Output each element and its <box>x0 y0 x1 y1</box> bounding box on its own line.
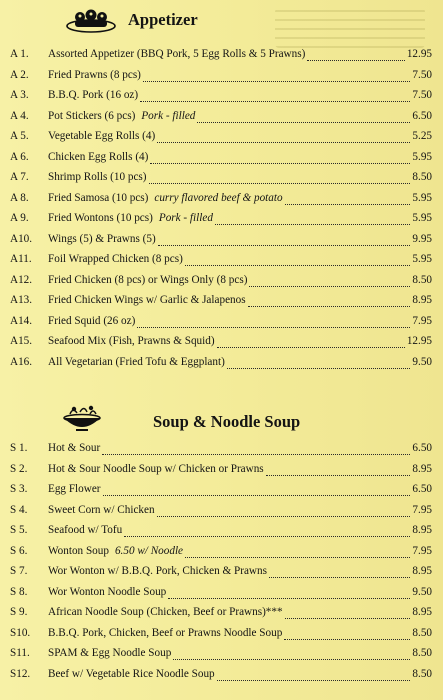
item-price: 9.50 <box>412 355 432 368</box>
item-price: 5.95 <box>412 253 432 265</box>
dot-leader <box>103 494 410 496</box>
item-name: Seafood Mix (Fish, Prawns & Squid) <box>48 335 215 347</box>
item-code: A 7. <box>10 171 29 183</box>
item-price: 7.95 <box>412 314 432 327</box>
dot-leader <box>168 597 410 599</box>
item-name: Hot & Sour <box>48 442 101 454</box>
item-note: curry flavored beef & potato <box>154 191 283 204</box>
item-price: 9.95 <box>412 232 432 245</box>
item-code: A12. <box>10 273 33 286</box>
dot-leader <box>269 576 410 578</box>
dot-leader <box>143 80 410 82</box>
dot-leader <box>249 285 410 287</box>
dot-leader <box>157 515 410 517</box>
item-name: Pot Stickers (6 pcs) <box>48 109 136 122</box>
item-code: A 5. <box>10 130 29 142</box>
item-price: 9.50 <box>412 585 432 598</box>
item-price: 12.95 <box>406 48 432 60</box>
dot-leader <box>149 182 410 184</box>
dot-leader <box>124 535 410 537</box>
dot-leader <box>157 141 410 143</box>
menu-item-row <box>0 335 443 356</box>
item-code: A 6. <box>10 150 29 163</box>
item-name: Fried Prawns (8 pcs) <box>48 68 141 81</box>
item-code: S 2. <box>10 462 28 475</box>
dot-leader <box>140 100 410 102</box>
item-description <box>48 315 135 327</box>
item-price: 7.95 <box>412 503 432 516</box>
item-code: A13. <box>10 294 33 306</box>
item-description <box>48 483 101 495</box>
item-price: 5.95 <box>412 212 432 224</box>
item-code: A11. <box>10 253 32 265</box>
item-code: S11. <box>10 647 30 659</box>
menu-item-row <box>0 504 443 525</box>
item-code: A 8. <box>10 191 29 204</box>
item-name: Fried Samosa (10 pcs) <box>48 191 149 204</box>
item-description <box>48 524 122 536</box>
item-price: 8.95 <box>412 462 432 475</box>
menu-item-row <box>0 463 443 484</box>
menu-item-row <box>0 442 443 463</box>
dot-leader <box>217 346 405 348</box>
item-code: A15. <box>10 335 33 347</box>
item-name: Fried Chicken (8 pcs) or Wings Only (8 pcs) <box>48 273 248 286</box>
item-price: 7.50 <box>412 68 432 81</box>
item-name: Chicken Egg Rolls (4) <box>48 150 149 163</box>
item-code: A 3. <box>10 89 29 101</box>
item-code: S10. <box>10 626 31 639</box>
soup-header <box>0 404 443 434</box>
figures-icon <box>64 6 118 34</box>
dot-leader <box>284 638 410 640</box>
item-description <box>48 130 155 142</box>
dot-leader <box>307 59 405 61</box>
item-name: B.B.Q. Pork, Chicken, Beef or Prawns Noodle Soup <box>48 626 283 639</box>
item-description <box>48 545 183 557</box>
soup-list <box>0 442 443 688</box>
menu-item-row <box>0 606 443 627</box>
menu-item-row <box>0 565 443 586</box>
menu-item-row <box>0 151 443 172</box>
item-description <box>48 504 155 516</box>
item-name: B.B.Q. Pork (16 oz) <box>48 89 139 101</box>
menu-item-row <box>0 524 443 545</box>
item-code: A 1. <box>10 48 29 60</box>
menu-item-row <box>0 110 443 131</box>
item-code: A10. <box>10 232 33 245</box>
item-price: 8.95 <box>412 294 432 306</box>
menu-item-row <box>0 171 443 192</box>
item-description <box>48 171 147 183</box>
dot-leader <box>158 244 410 246</box>
dot-leader <box>137 326 410 328</box>
item-name: Wor Wonton w/ B.B.Q. Pork, Chicken & Prawns <box>48 565 267 577</box>
menu-item-row <box>0 69 443 90</box>
item-description <box>48 69 141 81</box>
menu-item-row <box>0 483 443 504</box>
dot-leader <box>227 367 410 369</box>
item-description <box>48 89 138 101</box>
item-description <box>48 274 247 286</box>
item-code: A16. <box>10 355 33 368</box>
item-description <box>48 110 195 122</box>
item-name: Beef w/ Vegetable Rice Noodle Soup <box>48 667 215 680</box>
item-price: 8.95 <box>412 606 432 618</box>
item-description <box>48 335 215 347</box>
item-code: S 8. <box>10 585 28 598</box>
item-code: S 3. <box>10 483 28 495</box>
menu-item-row <box>0 253 443 274</box>
item-price: 8.50 <box>412 626 432 639</box>
item-price: 8.95 <box>412 524 432 536</box>
item-description <box>48 48 305 60</box>
item-name: Egg Flower <box>48 483 101 495</box>
item-price: 5.95 <box>412 191 432 204</box>
menu-item-row <box>0 315 443 336</box>
item-code: S 7. <box>10 565 28 577</box>
item-description <box>48 606 283 618</box>
item-name: Assorted Appetizer (BBQ Pork, 5 Egg Rolls & 5 Prawns) <box>48 48 306 60</box>
item-description <box>48 463 264 475</box>
item-code: S12. <box>10 667 31 680</box>
item-name: African Noodle Soup (Chicken, Beef or Prawns)*** <box>48 606 283 618</box>
item-name: Shrimp Rolls (10 pcs) <box>48 171 147 183</box>
appetizer-list <box>0 48 443 376</box>
item-name: Wonton Soup <box>48 544 109 557</box>
menu-item-row <box>0 627 443 648</box>
item-price: 5.25 <box>412 130 432 142</box>
item-description <box>48 212 213 224</box>
item-name: Seafood w/ Tofu <box>48 524 123 536</box>
item-price: 6.50 <box>412 483 432 495</box>
dot-leader <box>285 617 410 619</box>
item-code: S 5. <box>10 524 28 536</box>
item-description <box>48 647 171 659</box>
menu-item-row <box>0 647 443 668</box>
menu-item-row <box>0 48 443 69</box>
item-code: A14. <box>10 314 33 327</box>
item-description <box>48 627 282 639</box>
item-price: 6.50 <box>412 442 432 454</box>
item-note: Pork - filled <box>141 109 196 122</box>
dot-leader <box>266 474 410 476</box>
item-name: Hot & Sour Noodle Soup w/ Chicken or Prawns <box>48 462 264 475</box>
menu-item-row <box>0 294 443 315</box>
item-price: 7.95 <box>412 544 432 557</box>
item-description <box>48 356 225 368</box>
item-code: S 9. <box>10 606 28 618</box>
item-code: A 4. <box>10 109 29 122</box>
item-name: Fried Squid (26 oz) <box>48 314 136 327</box>
menu-item-row <box>0 212 443 233</box>
menu-item-row <box>0 586 443 607</box>
section-title: Appetizer <box>128 10 198 29</box>
item-name: Wor Wonton Noodle Soup <box>48 585 167 598</box>
item-note: 6.50 w/ Noodle <box>114 544 184 557</box>
item-name: Foil Wrapped Chicken (8 pcs) <box>48 253 183 265</box>
item-description <box>48 442 100 454</box>
dot-leader <box>248 305 410 307</box>
item-name: Fried Wontons (10 pcs) <box>48 212 153 224</box>
item-name: SPAM & Egg Noodle Soup <box>48 647 172 659</box>
item-price: 8.95 <box>412 565 432 577</box>
dot-leader <box>173 658 410 660</box>
dot-leader <box>285 203 410 205</box>
item-code: A 9. <box>10 212 29 224</box>
item-description <box>48 668 215 680</box>
item-code: S 4. <box>10 503 28 516</box>
bowl-icon <box>60 404 104 434</box>
dot-leader <box>185 556 410 558</box>
section-title: Soup & Noodle Soup <box>153 412 301 431</box>
item-price: 7.50 <box>412 89 432 101</box>
dot-leader <box>197 121 410 123</box>
item-price: 8.50 <box>412 273 432 286</box>
dot-leader <box>150 162 410 164</box>
item-price: 8.50 <box>412 667 432 680</box>
item-description <box>48 151 148 163</box>
item-description <box>48 565 267 577</box>
dot-leader <box>217 679 410 681</box>
item-description <box>48 586 166 598</box>
item-description <box>48 233 156 245</box>
menu-item-row <box>0 545 443 566</box>
menu-item-row <box>0 668 443 689</box>
menu-item-row <box>0 192 443 213</box>
item-name: Vegetable Egg Rolls (4) <box>48 130 156 142</box>
menu-item-row <box>0 274 443 295</box>
item-description <box>48 294 246 306</box>
item-name: Sweet Corn w/ Chicken <box>48 503 155 516</box>
dot-leader <box>102 453 410 455</box>
item-name: Wings (5) & Prawns (5) <box>48 232 156 245</box>
dot-leader <box>185 264 410 266</box>
menu-item-row <box>0 89 443 110</box>
item-price: 8.50 <box>412 647 432 659</box>
menu-item-row <box>0 130 443 151</box>
menu-item-row <box>0 356 443 377</box>
item-note: Pork - filled <box>158 212 213 224</box>
item-description <box>48 253 183 265</box>
item-code: S 1. <box>10 442 28 454</box>
item-code: A 2. <box>10 68 29 81</box>
item-price: 8.50 <box>412 171 432 183</box>
appetizer-header <box>0 4 443 34</box>
menu-item-row <box>0 233 443 254</box>
item-description <box>48 192 283 204</box>
item-name: All Vegetarian (Fried Tofu & Eggplant) <box>48 355 225 368</box>
item-name: Fried Chicken Wings w/ Garlic & Jalapenos <box>48 294 246 306</box>
item-price: 6.50 <box>412 109 432 122</box>
item-price: 12.95 <box>406 335 432 347</box>
item-code: S 6. <box>10 544 28 557</box>
item-price: 5.95 <box>412 150 432 163</box>
dot-leader <box>215 223 410 225</box>
